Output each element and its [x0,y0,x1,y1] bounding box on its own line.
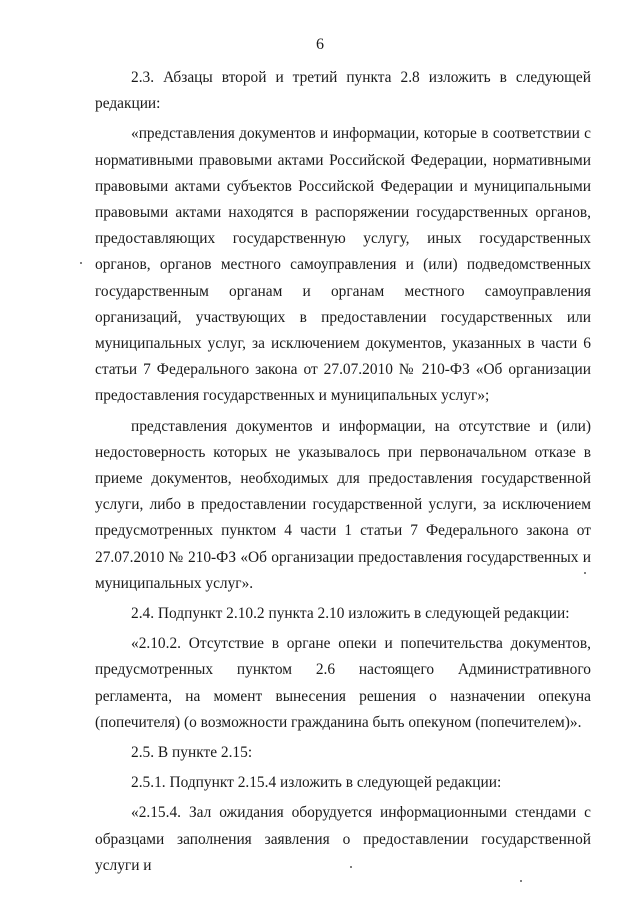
scan-speck [520,880,522,882]
paragraph-quote-1: «представления документов и информации, которые в соответствии с нормативными правовыми актами Российской Федерации, нормативными правовыми актами субъектов Российской Федерации и муниципальными правовыми актами находятся в распоряжении государственных органов, предоставляющих государственную услугу, иных государственных органов, органов местного самоуправления и (или) подведомственных государственным органам и органам местного самоуправления организаций, участвующих в предоставлении государственных или муниципальных услуг, за исключением документов, указанных в части 6 статьи 7 Федерального закона от 27.07.2010 № 210-ФЗ «Об организации предоставления государственных и муниципальных услуг»; [95,125,591,405]
paragraph-2-4: 2.4. Подпункт 2.10.2 пункта 2.10 изложить в следующей редакции: [131,605,570,623]
scan-speck [584,572,586,574]
paragraph-quote-2: представления документов и информации, на отсутствие и (или) недостоверность которых не указывалось при первоначальном отказе в приеме документов, необходимых для предоставления государственной услуги, либо в предоставлении государственной услуги, за исключением предусмотренных пунктом 4 части 1 статьи 7 Федерального закона от 27.07.2010 № 210-ФЗ «Об организации предоставления государственных и муниципальных услуг». [95,417,591,592]
page-number: 6 [316,36,324,53]
paragraph-2-10-2: «2.10.2. Отсутствие в органе опеки и попечительства документов, предусмотренных пунктом 2.6 настоящего Административного регламента, на момент вынесения решения о назначении опекуна (попечителя) (о возможности гражданина быть опекуном (попечителем)». [95,635,591,731]
paragraph-2-5-1: 2.5.1. Подпункт 2.15.4 изложить в следующей редакции: [131,774,502,792]
scan-speck [350,866,352,868]
paragraph-2-5: 2.5. В пункте 2.15: [131,744,253,762]
scan-speck [80,262,82,264]
document-body [95,65,591,879]
paragraph-2-15-4: «2.15.4. Зал ожидания оборудуется информационными стендами с образцами заполнения заявления о предоставлении государственной услуги и [95,804,591,874]
paragraph-2-3: 2.3. Абзацы второй и третий пункта 2.8 изложить в следующей редакции: [95,69,591,113]
